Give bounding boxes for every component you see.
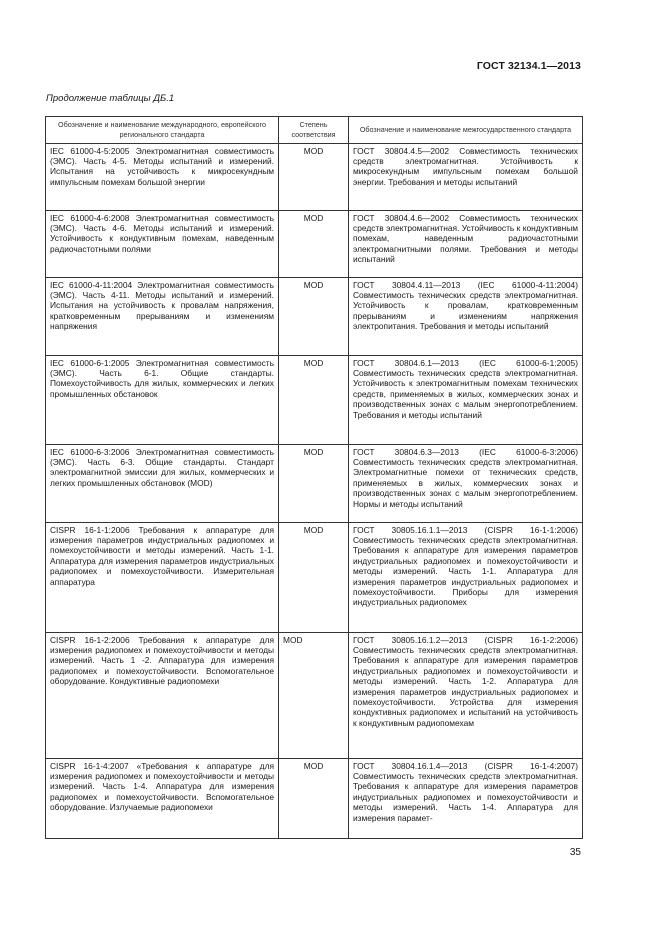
- table-row: [46, 758, 583, 838]
- degree-cell: MOD: [279, 632, 349, 758]
- standards-table: [45, 116, 583, 839]
- international-standard-cell: CISPR 16-1-4:2007 «Требования к аппаратуре для измерения радиопомех и помехоустойчивости и методы измерений. Часть 1-4. Аппаратура для измерения радиопомех и помехоустойчивости. Вспомогательное оборудование. Излучаемые радиопомехи: [46, 758, 279, 838]
- international-standard-cell: CISPR 16-1-2:2006 Требования к аппаратуре для измерения радиопомех и помехоустойчивости и методы измерений. Часть 1 -2. Аппаратура для измерения радиопомех и помехоустойчивости. Вспомогательное оборудование. Кондуктивные радиопомехи: [46, 632, 279, 758]
- interstate-standard-cell: ГОСТ 30805.16.1.1—2013 (CISPR 16-1-1:2006) Совместимость технических средств электромагнитная. Требования к аппаратуре для измерения параметров индустриальных радиопомех и помехоустойчивости и методы измерений. Часть 1-1. Аппаратура для измерения параметров индустриальных радиопомех и помехоустойчивости. Приборы для измерения индустриальных радиопомех: [349, 522, 583, 632]
- table-caption: Продолжение таблицы ДБ.1: [46, 93, 175, 104]
- page-number: 35: [569, 847, 581, 858]
- table-row: [46, 277, 583, 355]
- interstate-standard-cell: ГОСТ 30804.4.5—2002 Совместимость технических средств электромагнитная. Устойчивость к микросекундным импульсным помехам большой энергии. Требования и методы испытаний: [349, 143, 583, 210]
- column-header-interstate: Обозначение и наименование межгосударственного стандарта: [349, 117, 583, 144]
- column-header-international: Обозначение и наименование международного, европейского регионального стандарта: [46, 117, 279, 144]
- degree-cell: MOD: [279, 143, 349, 210]
- table-row: [46, 210, 583, 277]
- table-row: [46, 355, 583, 444]
- interstate-standard-cell: ГОСТ 30804.16.1.4—2013 (CISPR 16-1-4:2007) Совместимость технических средств электромагнитная. Требования к аппаратуре для измерения параметров индустриальных радиопомех и помехоустойчивости и методы измерений. Часть 1-4. Аппаратура для измерения парамет-: [349, 758, 583, 838]
- table-header-row: [46, 117, 583, 144]
- table-row: [46, 143, 583, 210]
- international-standard-cell: IEC 61000-4-5:2005 Электромагнитная совместимость (ЭМС). Часть 4-5. Методы испытаний и измерений. Испытания на устойчивость к микросекундным импульсным помехам большой энергии: [46, 143, 279, 210]
- table-row: [46, 632, 583, 758]
- international-standard-cell: IEC 61000-6-1:2005 Электромагнитная совместимость (ЭМС). Часть 6-1. Общие стандарты. Помехоустойчивость для жилых, коммерческих и легких промышленных обстановок: [46, 355, 279, 444]
- interstate-standard-cell: ГОСТ 30804.6.3—2013 (IEC 61000-6-3:2006) Совместимость технических средств электромагнитная. Электромагнитные помехи от технических средств, применяемых в жилых, коммерческих зонах и производственных зонах с малым энергопотреблением. Нормы и методы испытаний: [349, 444, 583, 522]
- degree-cell: MOD: [279, 522, 349, 632]
- interstate-standard-cell: ГОСТ 30805.16.1.2—2013 (CISPR 16-1-2:2006) Совместимость технических средств электромагнитная. Требования к аппаратуре для измерения параметров индустриальных радиопомех и помехоустойчивости и методы измерений. Часть 1-2. Аппаратура для измерения параметров индустриальных радиопомех и помехоустойчивости. Устройства для измерения кондуктивных радиопомех и испытаний на устойчивость к кондуктивным радиопомехам: [349, 632, 583, 758]
- international-standard-cell: IEC 61000-6-3:2006 Электромагнитная совместимость (ЭМС). Часть 6-3. Общие стандарты. Стандарт электромагнитной эмиссии для жилых, коммерческих и легких промышленных обстановок (MOD): [46, 444, 279, 522]
- degree-cell: MOD: [279, 277, 349, 355]
- table-row: [46, 444, 583, 522]
- degree-cell: MOD: [279, 758, 349, 838]
- interstate-standard-cell: ГОСТ 30804.4.11—2013 (IEC 61000-4-11:2004) Совместимость технических средств электромагнитная. Устойчивость к провалам, кратковременным прерываниям и изменениям напряжения электропитания. Требования и методы испытаний: [349, 277, 583, 355]
- document-code: ГОСТ 32134.1—2013: [476, 60, 581, 72]
- international-standard-cell: CISPR 16-1-1:2006 Требования к аппаратуре для измерения параметров индустриальных радиопомех и помехоустойчивости и методы измерений. Часть 1-1. Аппаратура для измерения параметров индустриальных радиопомех и помехоустойчивости. Измерительная аппаратура: [46, 522, 279, 632]
- column-header-degree: Степень соответствия: [279, 117, 349, 144]
- degree-cell: MOD: [279, 355, 349, 444]
- interstate-standard-cell: ГОСТ 30804.6.1—2013 (IEC 61000-6-1:2005) Совместимость технических средств электромагнитная. Устойчивость к электромагнитным помехам технических средств, применяемых в жилых, коммерческих зонах и производственных зонах с малым энергопотреблением. Требования и методы испытаний: [349, 355, 583, 444]
- international-standard-cell: IEC 61000-4-11:2004 Электромагнитная совместимость (ЭМС). Часть 4-11. Методы испытаний и измерений. Испытания на устойчивость к провалам напряжения, кратковременным прерываниям и изменениям напряжения: [46, 277, 279, 355]
- degree-cell: MOD: [279, 210, 349, 277]
- interstate-standard-cell: ГОСТ 30804.4.6—2002 Совместимость технических средств электромагнитная. Устойчивость к кондуктивным помехам, наведенным радиочастотными электромагнитными полями. Требования и методы испытаний: [349, 210, 583, 277]
- degree-cell: MOD: [279, 444, 349, 522]
- table-row: [46, 522, 583, 632]
- international-standard-cell: IEC 61000-4-6:2008 Электромагнитная совместимость (ЭМС). Часть 4-6. Методы испытаний и измерений. Устойчивость к кондуктивным помехам, наведенным радиочастотными полями: [46, 210, 279, 277]
